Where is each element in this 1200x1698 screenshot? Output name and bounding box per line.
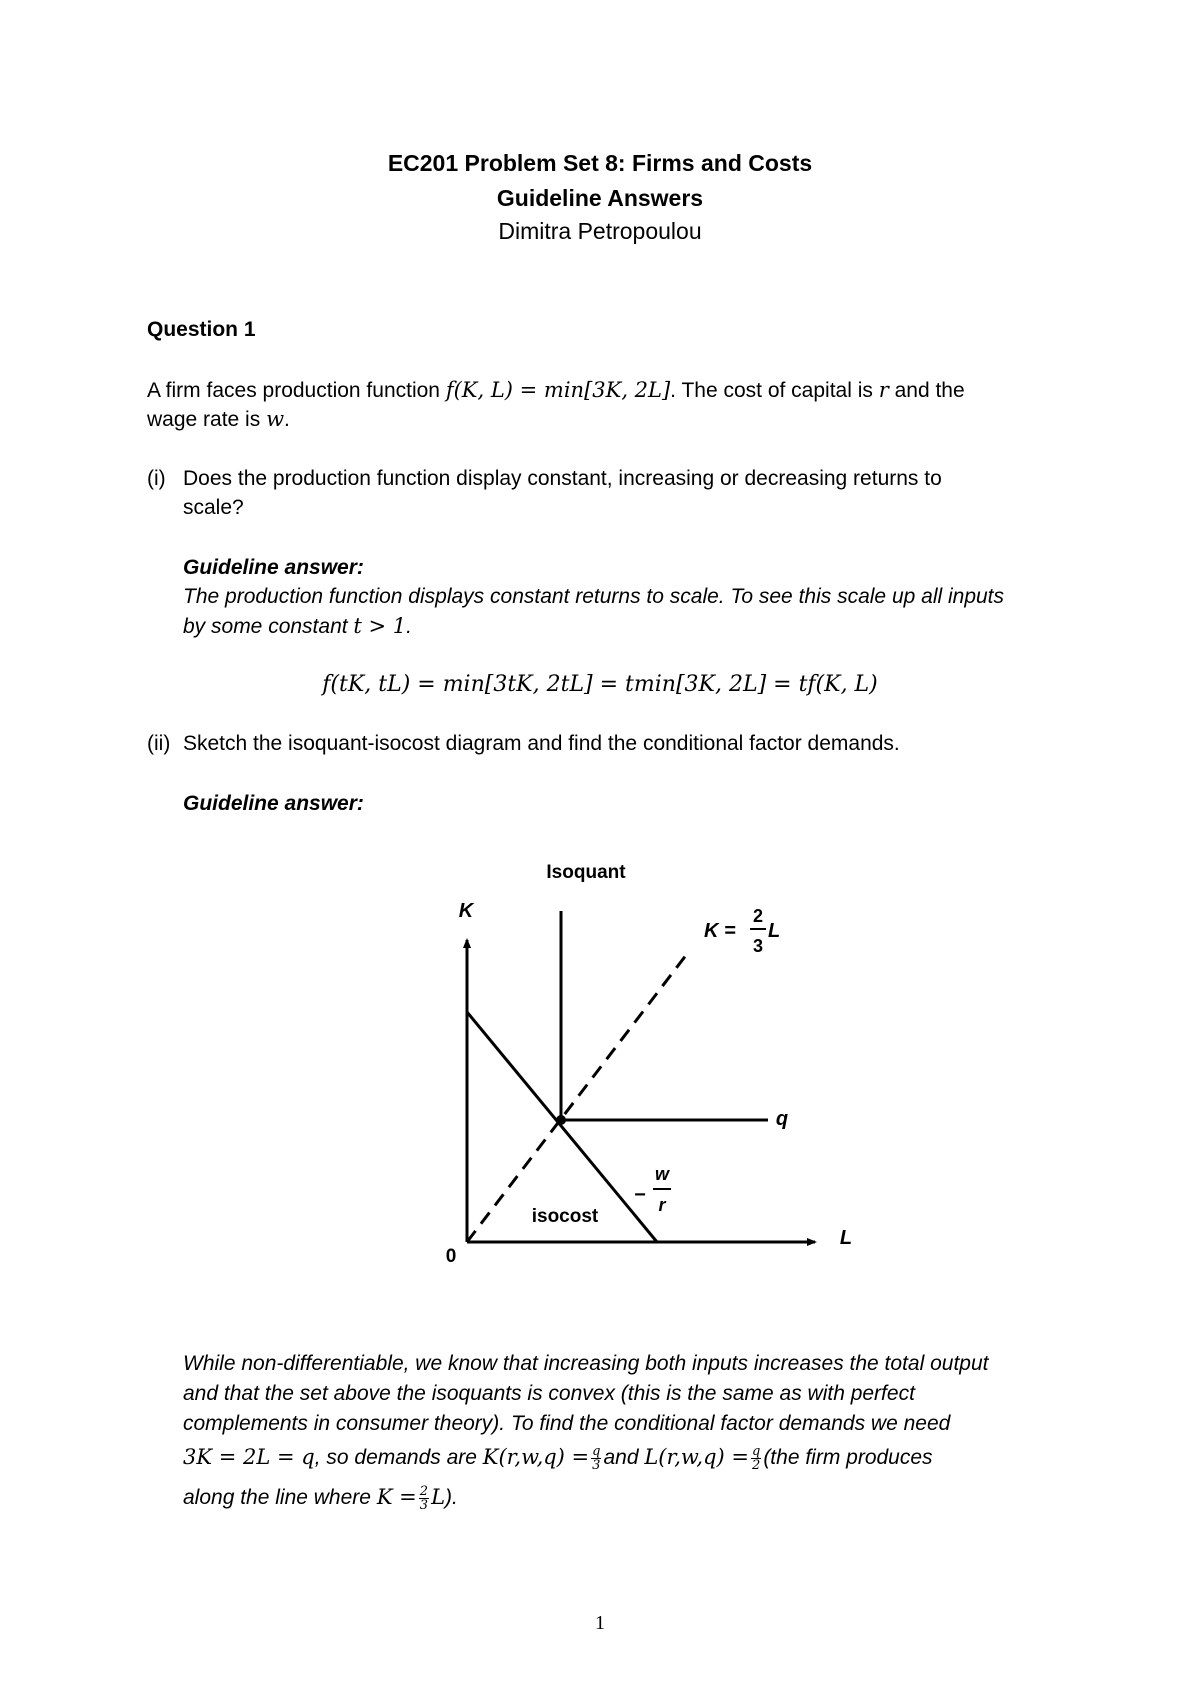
conclusion-line2: and that the set above the isoquants is convex (this is the same as with perfect	[183, 1382, 915, 1405]
ray-label-rhs: L	[768, 920, 781, 942]
ray-text-fraction: $\frac{2}{3}$	[419, 1483, 429, 1513]
part-ii-question: Sketch the isoquant-isocost diagram and find the conditional factor demands.	[183, 732, 900, 755]
question-intro-line1: A firm faces production function f(K, L) = min[3K, 2L]. The cost of capital is r and the	[147, 378, 965, 402]
q-label: q	[775, 1108, 789, 1130]
isocost-label: isocost	[531, 1206, 599, 1227]
expansion-ray	[467, 950, 690, 1242]
page-number: 1	[595, 1612, 605, 1634]
part-i-answer-line1: The production function displays constant returns to scale. To see this scale up all inputs	[183, 585, 1005, 608]
ray-label-lhs: K =	[704, 920, 736, 942]
optimum-point	[556, 1115, 566, 1125]
conclusion-line4: 3K = 2L = q, so demands are K(r,w,q) = $\frac{q}{3}$ and L(r,w,q) = $\frac{q}{2}$ (the firm produces	[183, 1443, 933, 1473]
question-heading: Question 1	[147, 318, 256, 341]
l-demand-fraction: $\frac{q}{2}$	[751, 1443, 761, 1473]
slope-num: w	[654, 1164, 670, 1184]
slope-den: r	[658, 1195, 666, 1215]
part-i-question-line2: scale?	[183, 496, 244, 519]
document-title: EC201 Problem Set 8: Firms and Costs	[387, 150, 813, 176]
ray-fraction-num: 2	[752, 906, 764, 926]
isoquant-label: Isoquant	[546, 862, 626, 883]
part-ii-label: (ii)	[147, 732, 171, 755]
part-i-question-line1: Does the production function display constant, increasing or decreasing returns to	[183, 467, 942, 490]
conclusion-line3: complements in consumer theory). To find the conditional factor demands we need	[183, 1412, 951, 1435]
l-axis-label: L	[839, 1227, 853, 1249]
part-i-answer-line2: by some constant t > 1.	[183, 614, 413, 638]
part-i-equation: f(tK, tL) = min[3tK, 2tL] = tmin[3K, 2L] = tf(K, L)	[322, 672, 878, 697]
ray-fraction-den: 3	[752, 936, 764, 956]
slope-minus: −	[634, 1184, 646, 1206]
k-axis-label: K	[458, 900, 474, 922]
part-ii-answer-label: Guideline answer:	[183, 792, 364, 815]
conclusion-line1: While non-differentiable, we know that increasing both inputs increases the total output	[183, 1352, 989, 1375]
document-author: Dimitra Petropoulou	[498, 218, 702, 244]
conclusion-line5: along the line where K = $\frac{2}{3}$ L).	[183, 1483, 458, 1513]
document-subtitle: Guideline Answers	[496, 185, 704, 211]
origin-label: 0	[445, 1246, 457, 1267]
question-intro-line2: wage rate is w.	[147, 407, 290, 431]
part-i-label: (i)	[147, 467, 166, 490]
part-i-answer-label: Guideline answer:	[183, 556, 364, 579]
k-demand-fraction: $\frac{q}{3}$	[592, 1443, 601, 1473]
